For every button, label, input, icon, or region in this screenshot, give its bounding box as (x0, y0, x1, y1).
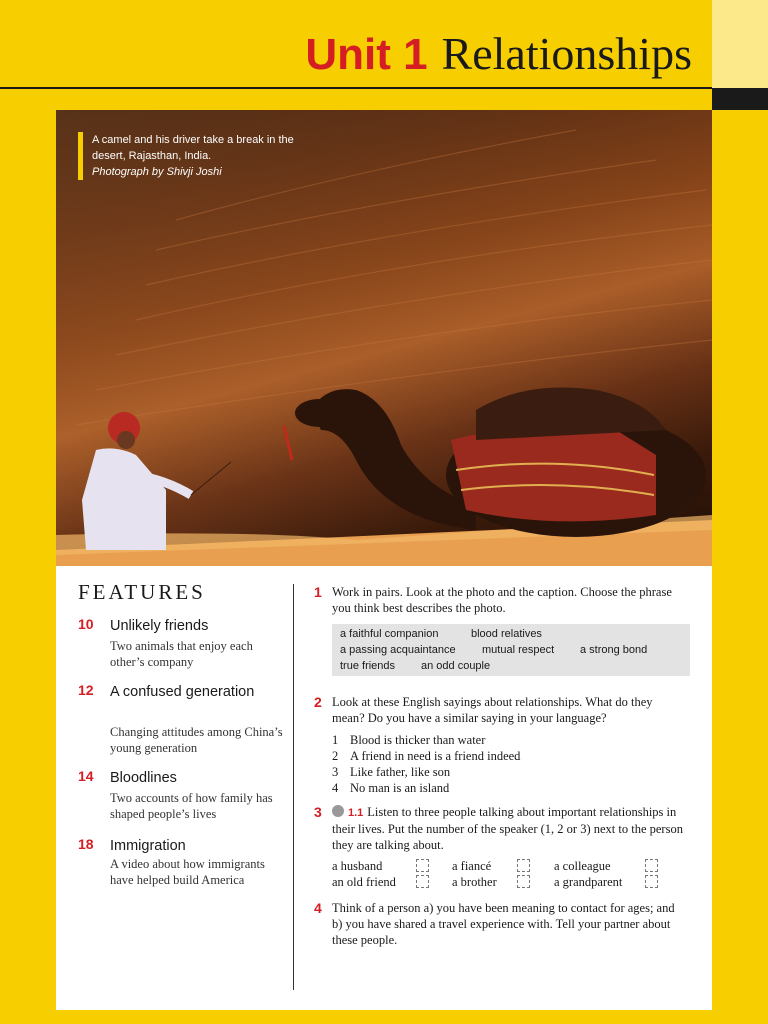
answer-box[interactable] (517, 859, 530, 872)
caption-text: A camel and his driver take a break in the desert, Rajasthan, India. (92, 134, 294, 162)
feature-page: 10 (78, 616, 94, 632)
feature-title: Immigration (110, 838, 186, 854)
phrase: true friends (340, 660, 396, 672)
feature-page: 18 (78, 836, 94, 852)
saying-text: Blood is thicker than water (350, 733, 486, 747)
person-label: a fiancé (452, 859, 492, 873)
saying-item (332, 748, 672, 764)
phrase: a strong bond (580, 644, 648, 656)
saying-number: 3 (332, 765, 339, 779)
cover-photo (56, 110, 712, 566)
exercise-instruction: Work in pairs. Look at the photo and the caption. Choose the phrase you think best describes the photo. (332, 585, 672, 615)
feature-desc: Two accounts of how family has shaped people’s lives (110, 791, 273, 821)
unit-name: Relationships (441, 28, 692, 79)
saying-number: 4 (332, 781, 339, 795)
feature-title: Bloodlines (110, 770, 177, 786)
saying-item (332, 764, 672, 780)
exercise-instruction: Think of a person a) you have been meaning to contact for ages; and b) you have shared a travel experience with. Tell your partner about these people. (332, 901, 675, 947)
phrase: a faithful companion (340, 628, 439, 640)
saying-text: A friend in need is a friend indeed (350, 749, 521, 763)
exercise-instruction: Listen to three people talking about important relationships in their lives. Put the number of the speaker (1, 2 or 3) next to the person they are talking about. (332, 805, 683, 852)
feature-title: Unlikely friends (110, 618, 209, 634)
phrase: blood relatives (471, 628, 542, 640)
sayings-list (332, 732, 672, 796)
saying-item (332, 780, 672, 796)
feature-desc: Changing attitudes among China’s young generation (110, 725, 283, 755)
audio-icon[interactable] (332, 805, 344, 817)
exercise-number: 4 (314, 900, 322, 916)
saying-item (332, 732, 672, 748)
feature-page: 12 (78, 682, 94, 698)
exercise-number: 2 (314, 694, 322, 710)
saying-number: 1 (332, 733, 339, 747)
unit-title (305, 28, 692, 91)
exercise-instruction-wrap (332, 804, 687, 853)
feature-desc: Two animals that enjoy each other’s company (110, 639, 253, 669)
audio-track: 1.1 (348, 807, 364, 819)
feature-desc: A video about how immigrants have helped build America (110, 857, 265, 887)
page-tab-dark (712, 88, 768, 110)
answer-box[interactable] (645, 875, 658, 888)
person-label: a husband (332, 859, 383, 873)
saying-text: Like father, like son (350, 765, 451, 779)
phrase: an odd couple (421, 660, 491, 672)
answer-box[interactable] (645, 859, 658, 872)
unit-number: Unit 1 (305, 30, 428, 79)
exercise-number: 1 (314, 584, 322, 600)
person-label: a colleague (554, 859, 611, 873)
answer-box[interactable] (517, 875, 530, 888)
phrase: mutual respect (482, 644, 555, 656)
person-label: an old friend (332, 875, 396, 889)
phrase: a passing acquaintance (340, 644, 456, 656)
page-tab (712, 0, 768, 88)
features-heading: FEATURES (78, 580, 206, 604)
person-label: a grandparent (554, 875, 623, 889)
phrase-box (332, 624, 690, 676)
answer-box[interactable] (416, 859, 429, 872)
exercise-instruction: Look at these English sayings about relationships. What do they mean? Do you have a similar saying in your language? (332, 695, 653, 725)
answer-box[interactable] (416, 875, 429, 888)
caption-bar (78, 132, 83, 180)
saying-text: No man is an island (350, 781, 450, 795)
exercise-number: 3 (314, 804, 322, 820)
person-label: a brother (452, 875, 497, 889)
content-panel (56, 566, 712, 1010)
column-divider (293, 584, 294, 990)
photo-credit: Photograph by Shivji Joshi (92, 166, 222, 178)
feature-page: 14 (78, 768, 94, 784)
feature-title: A confused generation (110, 684, 255, 700)
photo-caption (84, 132, 304, 180)
saying-number: 2 (332, 749, 339, 763)
